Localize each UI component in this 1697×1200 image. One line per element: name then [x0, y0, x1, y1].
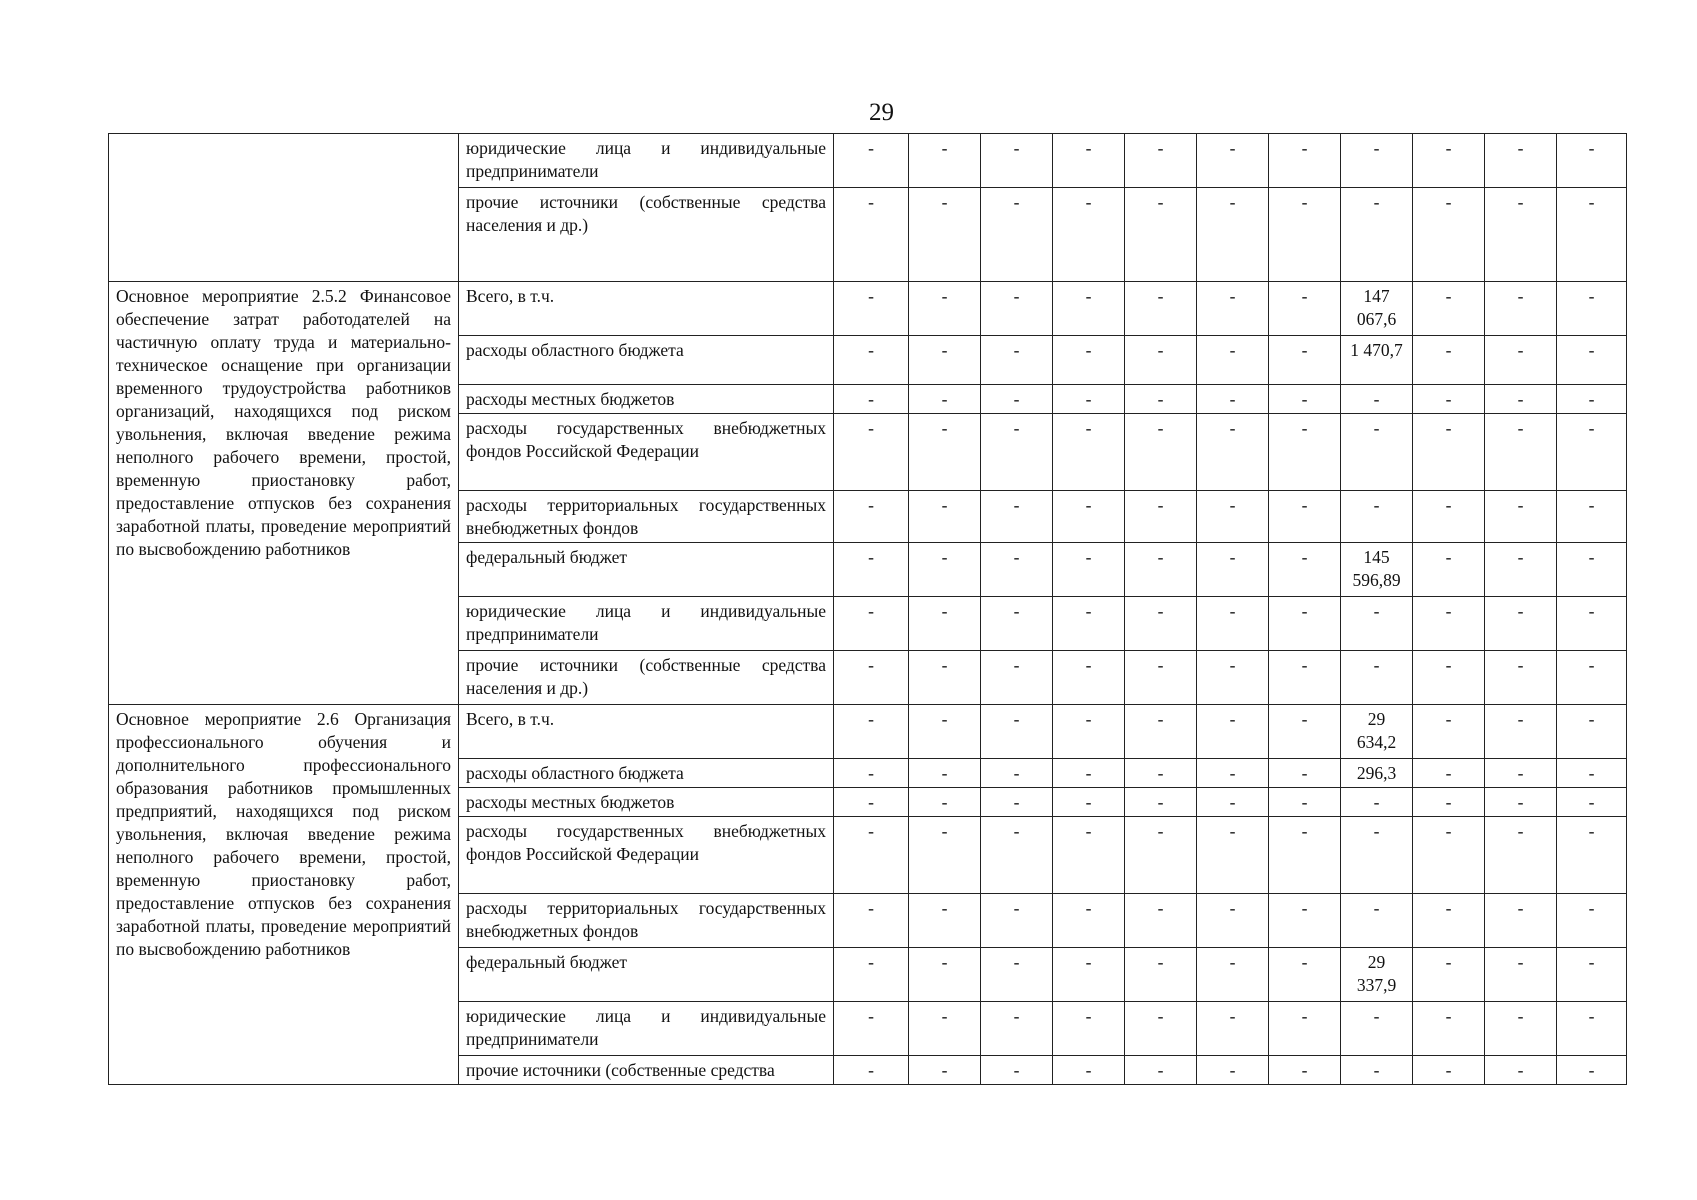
- value-cell: -: [1485, 651, 1557, 705]
- value-cell: -: [1413, 188, 1485, 282]
- funding-source-cell: Всего, в т.ч.: [459, 705, 834, 759]
- value-cell: -: [1197, 543, 1269, 597]
- value-cell: -: [1125, 948, 1197, 1002]
- value-cell: -: [1341, 597, 1413, 651]
- value-cell: -: [1053, 894, 1125, 948]
- value-cell: -: [1125, 894, 1197, 948]
- value-cell: -: [834, 817, 909, 894]
- value-cell: -: [1197, 414, 1269, 491]
- value-cell: -: [1125, 597, 1197, 651]
- value-cell: -: [981, 651, 1053, 705]
- value-cell: -: [1485, 414, 1557, 491]
- funding-source-cell: расходы местных бюджетов: [459, 788, 834, 817]
- table-row: [109, 282, 1627, 336]
- value-cell: -: [1485, 336, 1557, 385]
- value-cell: -: [1197, 385, 1269, 414]
- funding-source-cell: расходы государственных внебюджетных фондов Российской Федерации: [459, 414, 834, 491]
- value-cell: -: [1269, 414, 1341, 491]
- value-cell: -: [1557, 543, 1627, 597]
- value-cell: -: [981, 705, 1053, 759]
- value-cell: -: [1341, 385, 1413, 414]
- funding-source-cell: прочие источники (собственные средства населения и др.): [459, 651, 834, 705]
- value-cell: -: [1053, 282, 1125, 336]
- table-row: [109, 705, 1627, 759]
- value-cell: -: [1413, 336, 1485, 385]
- value-cell: -: [834, 282, 909, 336]
- value-cell: -: [1125, 336, 1197, 385]
- value-cell: -: [1341, 414, 1413, 491]
- value-cell: -: [981, 385, 1053, 414]
- value-cell: -: [1197, 705, 1269, 759]
- value-cell: -: [1557, 894, 1627, 948]
- funding-source-cell: федеральный бюджет: [459, 543, 834, 597]
- value-cell: -: [1125, 188, 1197, 282]
- value-cell: -: [1125, 788, 1197, 817]
- value-cell: -: [981, 1002, 1053, 1056]
- value-cell: -: [834, 705, 909, 759]
- value-cell: -: [981, 188, 1053, 282]
- value-cell: -: [1557, 1056, 1627, 1085]
- value-cell: -: [1485, 1002, 1557, 1056]
- value-cell: -: [1557, 817, 1627, 894]
- event-name-cell: [109, 134, 459, 282]
- funding-source-cell: расходы местных бюджетов: [459, 385, 834, 414]
- value-cell: 145 596,89: [1341, 543, 1413, 597]
- value-cell: -: [1413, 894, 1485, 948]
- value-cell: -: [1557, 759, 1627, 788]
- value-cell: -: [1413, 385, 1485, 414]
- value-cell: -: [1269, 491, 1341, 543]
- value-cell: 29 634,2: [1341, 705, 1413, 759]
- value-cell: -: [1125, 817, 1197, 894]
- value-cell: -: [981, 948, 1053, 1002]
- value-cell: -: [1413, 543, 1485, 597]
- value-cell: -: [1053, 759, 1125, 788]
- value-cell: -: [981, 1056, 1053, 1085]
- value-cell: -: [1197, 188, 1269, 282]
- funding-source-cell: федеральный бюджет: [459, 948, 834, 1002]
- value-cell: -: [909, 1056, 981, 1085]
- value-cell: -: [834, 134, 909, 188]
- value-cell: -: [1341, 134, 1413, 188]
- value-cell: -: [1197, 894, 1269, 948]
- funding-source-cell: юридические лица и индивидуальные предприниматели: [459, 597, 834, 651]
- funding-source-cell: Всего, в т.ч.: [459, 282, 834, 336]
- value-cell: -: [1125, 705, 1197, 759]
- value-cell: -: [834, 597, 909, 651]
- funding-source-cell: юридические лица и индивидуальные предприниматели: [459, 1002, 834, 1056]
- value-cell: -: [1485, 759, 1557, 788]
- value-cell: -: [1557, 705, 1627, 759]
- value-cell: -: [1125, 543, 1197, 597]
- value-cell: -: [1053, 597, 1125, 651]
- value-cell: -: [1485, 1056, 1557, 1085]
- value-cell: -: [1485, 543, 1557, 597]
- value-cell: -: [981, 414, 1053, 491]
- value-cell: -: [1413, 491, 1485, 543]
- value-cell: -: [1125, 651, 1197, 705]
- value-cell: -: [981, 491, 1053, 543]
- value-cell: -: [909, 491, 981, 543]
- value-cell: -: [834, 759, 909, 788]
- value-cell: -: [1341, 491, 1413, 543]
- value-cell: -: [1197, 759, 1269, 788]
- value-cell: -: [834, 385, 909, 414]
- funding-source-cell: расходы областного бюджета: [459, 336, 834, 385]
- value-cell: -: [1557, 788, 1627, 817]
- value-cell: -: [1413, 134, 1485, 188]
- value-cell: -: [1125, 282, 1197, 336]
- value-cell: -: [1485, 788, 1557, 817]
- financing-table: [108, 133, 1627, 1085]
- value-cell: -: [1341, 788, 1413, 817]
- event-name-cell: Основное мероприятие 2.5.2 Финансовое обеспечение затрат работодателей на частичную оплату труда и материально-техническое оснащение при организации временного трудоустройства работников организаций, находящихся под риском увольнения, включая введение режима неполного рабочего времени, простой, временную приостановку работ, предоставление отпусков без сохранения заработной платы, проведение мероприятий по высвобождению работников: [109, 282, 459, 705]
- value-cell: -: [981, 134, 1053, 188]
- funding-source-cell: расходы государственных внебюджетных фондов Российской Федерации: [459, 817, 834, 894]
- funding-source-cell: расходы территориальных государственных внебюджетных фондов: [459, 894, 834, 948]
- value-cell: -: [1197, 336, 1269, 385]
- value-cell: -: [1485, 817, 1557, 894]
- value-cell: -: [834, 188, 909, 282]
- value-cell: -: [981, 788, 1053, 817]
- value-cell: -: [1485, 188, 1557, 282]
- value-cell: -: [1341, 894, 1413, 948]
- value-cell: -: [981, 759, 1053, 788]
- value-cell: -: [1125, 414, 1197, 491]
- value-cell: -: [1197, 948, 1269, 1002]
- value-cell: -: [1485, 282, 1557, 336]
- value-cell: -: [1269, 1002, 1341, 1056]
- value-cell: -: [834, 336, 909, 385]
- value-cell: -: [909, 134, 981, 188]
- value-cell: -: [1269, 759, 1341, 788]
- value-cell: -: [1053, 948, 1125, 1002]
- value-cell: -: [834, 788, 909, 817]
- value-cell: -: [1557, 597, 1627, 651]
- value-cell: -: [1053, 788, 1125, 817]
- value-cell: -: [1053, 414, 1125, 491]
- value-cell: -: [1269, 894, 1341, 948]
- value-cell: -: [1557, 651, 1627, 705]
- value-cell: -: [909, 894, 981, 948]
- value-cell: -: [1269, 948, 1341, 1002]
- value-cell: -: [909, 759, 981, 788]
- value-cell: -: [834, 414, 909, 491]
- value-cell: -: [1197, 1056, 1269, 1085]
- value-cell: -: [1053, 385, 1125, 414]
- funding-source-cell: расходы территориальных государственных внебюджетных фондов: [459, 491, 834, 543]
- value-cell: -: [909, 651, 981, 705]
- value-cell: -: [1197, 134, 1269, 188]
- value-cell: -: [981, 817, 1053, 894]
- value-cell: -: [1557, 134, 1627, 188]
- value-cell: -: [1053, 491, 1125, 543]
- value-cell: -: [1485, 134, 1557, 188]
- value-cell: -: [1053, 543, 1125, 597]
- value-cell: -: [1053, 705, 1125, 759]
- event-name-cell: Основное мероприятие 2.6 Организация профессионального обучения и дополнительного профессионального образования работников промышленных предприятий, находящихся под риском увольнения, включая введение режима неполного рабочего времени, простой, временную приостановку работ, предоставление отпусков без сохранения заработной платы, проведение мероприятий по высвобождению работников: [109, 705, 459, 1085]
- value-cell: 1 470,7: [1341, 336, 1413, 385]
- value-cell: 296,3: [1341, 759, 1413, 788]
- value-cell: -: [909, 817, 981, 894]
- value-cell: -: [1197, 651, 1269, 705]
- value-cell: -: [1557, 948, 1627, 1002]
- value-cell: -: [1269, 705, 1341, 759]
- value-cell: -: [1341, 817, 1413, 894]
- value-cell: -: [909, 543, 981, 597]
- value-cell: -: [1053, 1056, 1125, 1085]
- value-cell: -: [1125, 134, 1197, 188]
- value-cell: -: [909, 1002, 981, 1056]
- value-cell: -: [1341, 188, 1413, 282]
- value-cell: -: [1485, 385, 1557, 414]
- value-cell: -: [1269, 543, 1341, 597]
- value-cell: -: [1341, 1056, 1413, 1085]
- value-cell: -: [1269, 385, 1341, 414]
- funding-source-cell: прочие источники (собственные средства населения и др.): [459, 188, 834, 282]
- value-cell: -: [909, 336, 981, 385]
- value-cell: -: [1413, 1002, 1485, 1056]
- value-cell: -: [1269, 282, 1341, 336]
- page-number: 29: [869, 99, 894, 126]
- value-cell: 29 337,9: [1341, 948, 1413, 1002]
- value-cell: -: [1269, 597, 1341, 651]
- value-cell: -: [1485, 705, 1557, 759]
- value-cell: -: [909, 948, 981, 1002]
- value-cell: -: [1413, 414, 1485, 491]
- value-cell: -: [1197, 788, 1269, 817]
- value-cell: -: [1413, 817, 1485, 894]
- value-cell: -: [1557, 188, 1627, 282]
- table-body: [109, 134, 1627, 1085]
- value-cell: -: [1413, 1056, 1485, 1085]
- value-cell: -: [1413, 788, 1485, 817]
- value-cell: -: [1053, 651, 1125, 705]
- value-cell: -: [1197, 1002, 1269, 1056]
- value-cell: -: [1125, 385, 1197, 414]
- value-cell: -: [1125, 1056, 1197, 1085]
- value-cell: -: [1053, 817, 1125, 894]
- value-cell: -: [1557, 491, 1627, 543]
- funding-source-cell: прочие источники (собственные средства: [459, 1056, 834, 1085]
- value-cell: 147 067,6: [1341, 282, 1413, 336]
- value-cell: -: [1197, 491, 1269, 543]
- value-cell: -: [834, 651, 909, 705]
- value-cell: -: [1557, 336, 1627, 385]
- value-cell: -: [909, 705, 981, 759]
- value-cell: -: [1341, 1002, 1413, 1056]
- value-cell: -: [909, 188, 981, 282]
- value-cell: -: [1125, 759, 1197, 788]
- value-cell: -: [1053, 336, 1125, 385]
- value-cell: -: [981, 336, 1053, 385]
- value-cell: -: [1053, 1002, 1125, 1056]
- value-cell: -: [909, 414, 981, 491]
- value-cell: -: [981, 282, 1053, 336]
- value-cell: -: [1413, 705, 1485, 759]
- value-cell: -: [1557, 414, 1627, 491]
- value-cell: -: [981, 597, 1053, 651]
- value-cell: -: [1053, 188, 1125, 282]
- value-cell: -: [1485, 948, 1557, 1002]
- value-cell: -: [834, 543, 909, 597]
- value-cell: -: [1557, 282, 1627, 336]
- value-cell: -: [1413, 759, 1485, 788]
- value-cell: -: [834, 1056, 909, 1085]
- value-cell: -: [834, 894, 909, 948]
- funding-source-cell: юридические лица и индивидуальные предприниматели: [459, 134, 834, 188]
- value-cell: -: [834, 491, 909, 543]
- value-cell: -: [1413, 651, 1485, 705]
- value-cell: -: [1125, 491, 1197, 543]
- value-cell: -: [1197, 817, 1269, 894]
- value-cell: -: [1197, 597, 1269, 651]
- value-cell: -: [1485, 597, 1557, 651]
- value-cell: -: [1269, 1056, 1341, 1085]
- value-cell: -: [1413, 948, 1485, 1002]
- value-cell: -: [1269, 188, 1341, 282]
- value-cell: -: [1485, 894, 1557, 948]
- value-cell: -: [981, 894, 1053, 948]
- value-cell: -: [909, 788, 981, 817]
- value-cell: -: [1269, 336, 1341, 385]
- value-cell: -: [1269, 134, 1341, 188]
- value-cell: -: [1269, 651, 1341, 705]
- table-row: [109, 134, 1627, 188]
- value-cell: -: [1341, 651, 1413, 705]
- value-cell: -: [909, 385, 981, 414]
- value-cell: -: [1413, 282, 1485, 336]
- value-cell: -: [1197, 282, 1269, 336]
- value-cell: -: [1413, 597, 1485, 651]
- value-cell: -: [1053, 134, 1125, 188]
- value-cell: -: [1557, 1002, 1627, 1056]
- value-cell: -: [909, 597, 981, 651]
- value-cell: -: [834, 948, 909, 1002]
- value-cell: -: [981, 543, 1053, 597]
- value-cell: -: [1269, 817, 1341, 894]
- value-cell: -: [834, 1002, 909, 1056]
- funding-source-cell: расходы областного бюджета: [459, 759, 834, 788]
- value-cell: -: [1269, 788, 1341, 817]
- value-cell: -: [1125, 1002, 1197, 1056]
- value-cell: -: [909, 282, 981, 336]
- value-cell: -: [1557, 385, 1627, 414]
- value-cell: -: [1485, 491, 1557, 543]
